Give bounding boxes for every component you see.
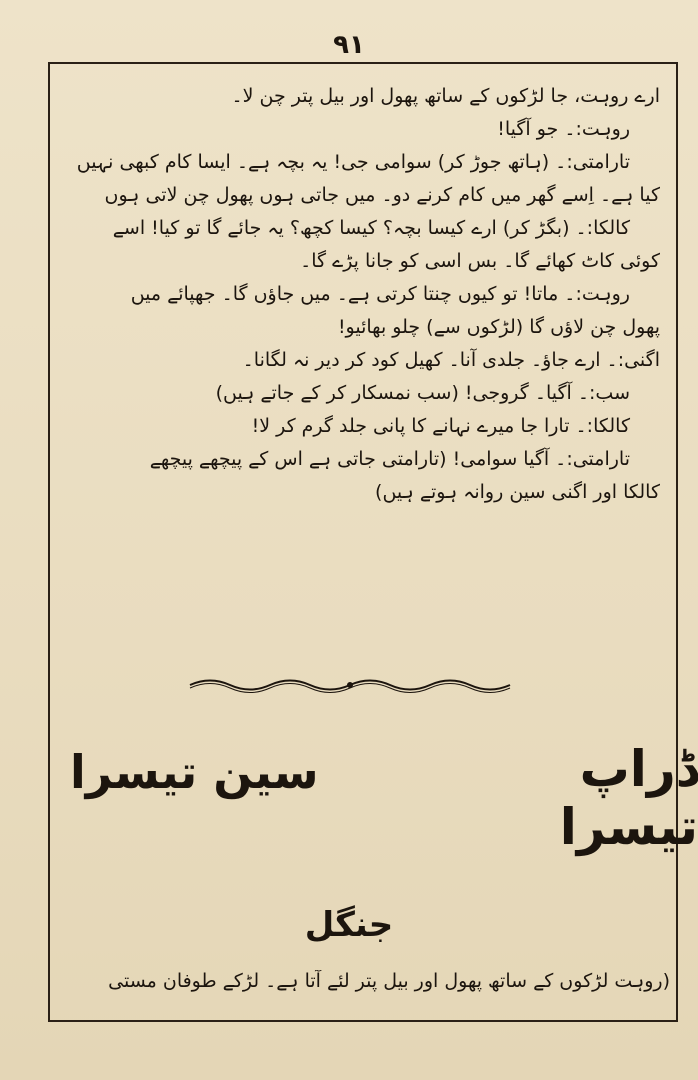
dialogue-line: تارامتی:۔ (ہاتھ جوڑ کر) سوامی جی! یہ بچہ ہے۔ ایسا کام کبھی نہیں xyxy=(76,151,630,173)
stage-direction: (روہت لڑکوں کے ساتھ پھول اور بیل پتر لئے آتا ہے۔ لڑکے طوفان مستی xyxy=(108,970,670,992)
dialogue-block xyxy=(60,80,660,509)
dialogue-line: ارے روہت، جا لڑکوں کے ساتھ پھول اور بیل پتر چن لا۔ xyxy=(231,85,660,107)
dialogue-line: سب:۔ آگیا۔ گروجی! (سب نمسکار کر کے جاتے ہیں) xyxy=(215,382,630,404)
dialogue-line: روہت:۔ جو آگیا! xyxy=(497,118,630,140)
dialogue-line: کوئی کاٹ کھائے گا۔ بس اسی کو جانا پڑے گا۔ xyxy=(300,250,660,272)
dialogue-line: پھول چن لاؤں گا (لڑکوں سے) چلو بھائیو! xyxy=(337,316,660,338)
dialogue-line: کالکا:۔ (بگڑ کر) ارے کیسا بچہ؟ کیسا کچھ؟ یہ جائے گا تو کیا! اسے xyxy=(112,217,630,239)
dialogue-line: تارامتی:۔ آگیا سوامی! (تارامتی جاتی ہے اس کے پیچھے پیچھے xyxy=(149,448,630,470)
dialogue-line: کیا ہے۔ اِسے گھر میں کام کرنے دو۔ میں جاتی ہوں پھول چن لاتی ہوں xyxy=(104,184,660,206)
dialogue-line: کالکا اور اگنی سین روانہ ہوتے ہیں) xyxy=(375,481,660,503)
scene-title: سین تیسرا xyxy=(70,745,319,799)
ornamental-divider xyxy=(185,676,515,694)
dialogue-line: اگنی:۔ ارے جاؤ۔ جلدی آنا۔ کھیل کود کر دیر نہ لگانا۔ xyxy=(242,349,660,371)
page-number: ۹۱ xyxy=(333,30,365,60)
dialogue-line: روہت:۔ ماتا! تو کیوں چنتا کرتی ہے۔ میں جاؤں گا۔ جھپائے میں xyxy=(130,283,630,305)
act-title: ڈراپ تیسرا xyxy=(559,740,698,856)
scene-location: جنگل xyxy=(304,905,394,945)
dialogue-line: کالکا:۔ تارا جا میرے نہانے کا پانی جلد گرم کر لا! xyxy=(251,415,630,437)
